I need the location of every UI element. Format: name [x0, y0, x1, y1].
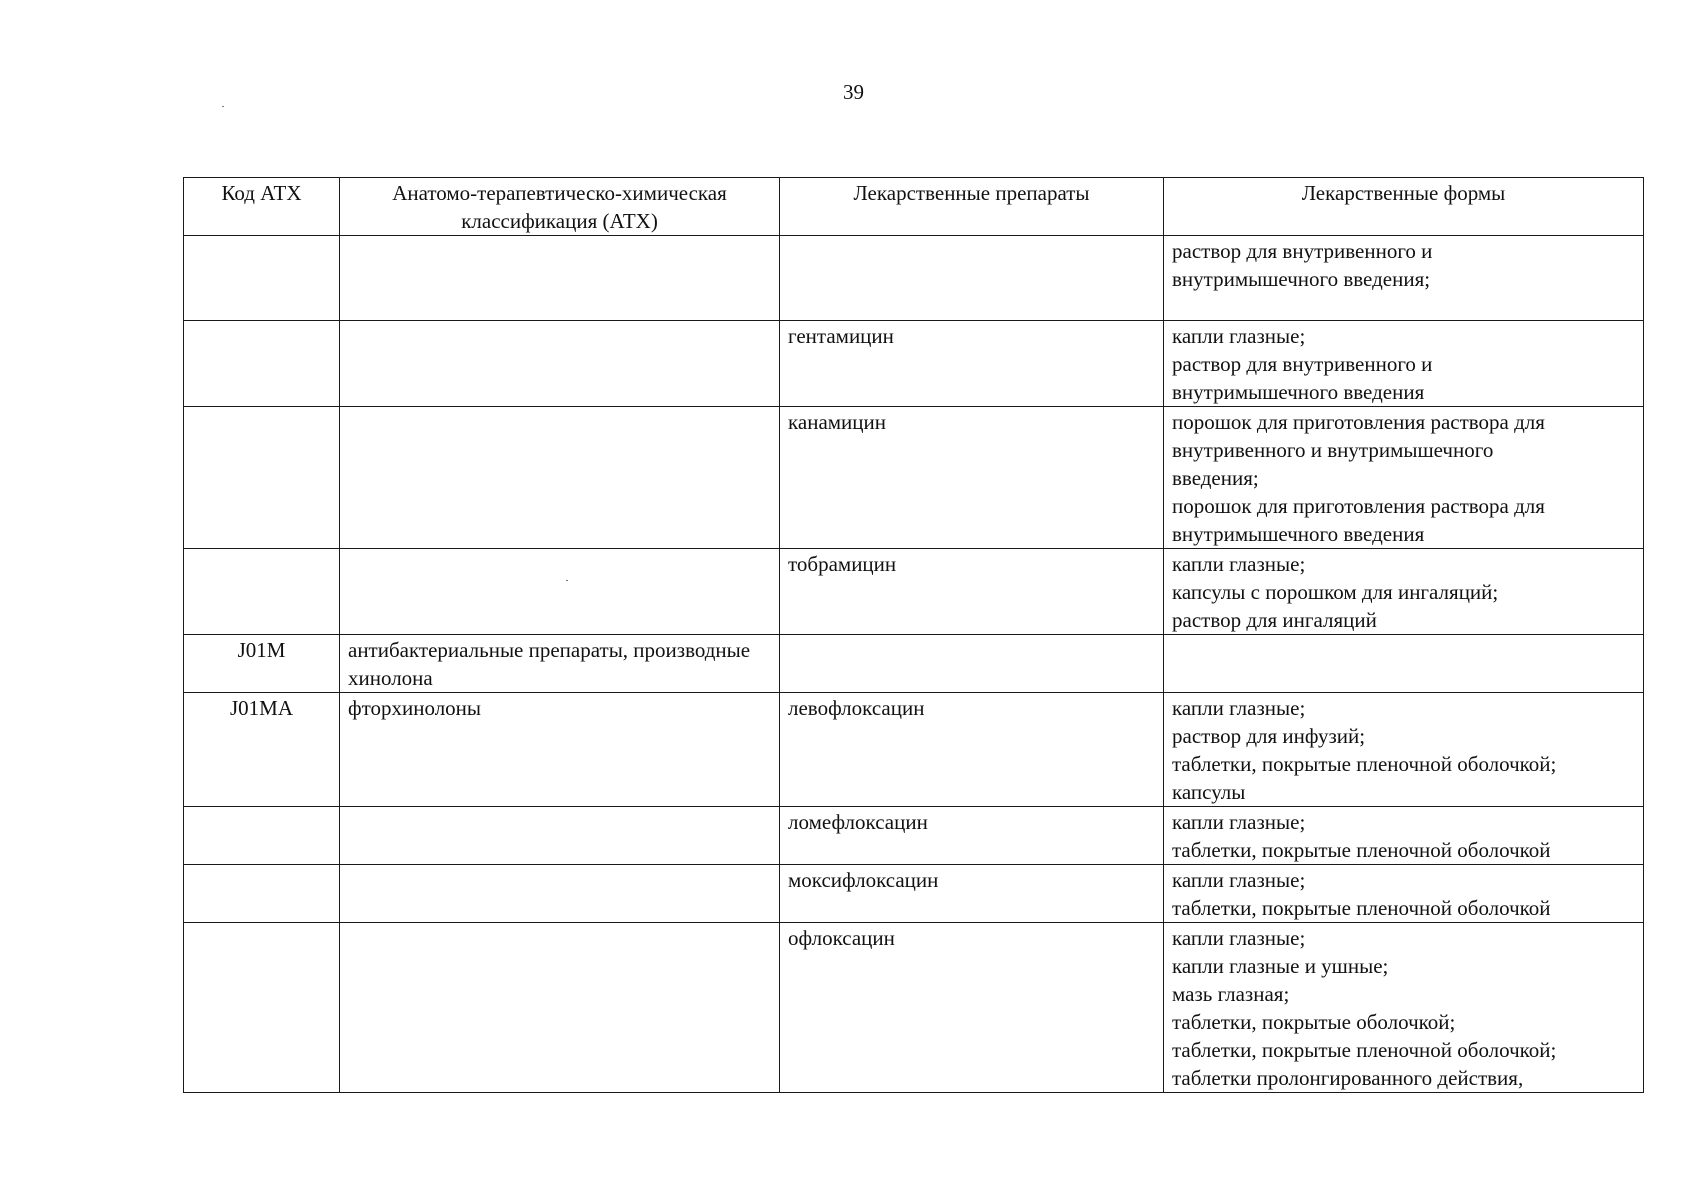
cell-forms — [1164, 693, 1644, 807]
cell-code — [184, 321, 340, 407]
form-line: капли глазные; — [1172, 868, 1306, 892]
form-line: таблетки, покрытые пленочной оболочкой — [1172, 896, 1551, 920]
table-row — [184, 549, 1644, 635]
cell-classification — [340, 865, 780, 923]
cell-drug: левофлоксацин — [780, 693, 1164, 807]
cell-code — [184, 923, 340, 1093]
form-line: внутримышечного введения — [1172, 380, 1425, 404]
form-line: внутримышечного введения; — [1172, 267, 1431, 291]
table-row — [184, 807, 1644, 865]
table-row — [184, 236, 1644, 321]
header-drugs: Лекарственные препараты — [780, 178, 1164, 236]
cell-classification — [340, 407, 780, 549]
cell-code: J01M — [184, 635, 340, 693]
cell-classification — [340, 321, 780, 407]
cell-code — [184, 407, 340, 549]
table-row — [184, 321, 1644, 407]
form-line: внутривенного и внутримышечного — [1172, 438, 1494, 462]
table-row — [184, 865, 1644, 923]
cell-drug: моксифлоксацин — [780, 865, 1164, 923]
table-body — [184, 236, 1644, 1093]
cell-classification — [340, 923, 780, 1093]
table-row — [184, 693, 1644, 807]
form-line: мазь глазная; — [1172, 982, 1290, 1006]
cell-forms — [1164, 549, 1644, 635]
form-line: капсулы — [1172, 780, 1246, 804]
header-code: Код АТХ — [184, 178, 340, 236]
form-line: внутримышечного введения — [1172, 522, 1425, 546]
form-line: капсулы с порошком для ингаляций; — [1172, 580, 1499, 604]
form-line: таблетки пролонгированного действия, — [1172, 1066, 1524, 1090]
cell-forms — [1164, 236, 1644, 321]
cell-classification: фторхинолоны — [340, 693, 780, 807]
form-line: порошок для приготовления раствора для — [1172, 410, 1545, 434]
cell-forms — [1164, 635, 1644, 693]
cell-forms — [1164, 865, 1644, 923]
form-line: капли глазные; — [1172, 810, 1306, 834]
cell-forms — [1164, 321, 1644, 407]
cell-code — [184, 236, 340, 321]
form-line: раствор для внутривенного и — [1172, 352, 1433, 376]
cell-drug: тобрамицин — [780, 549, 1164, 635]
cell-classification — [340, 549, 780, 635]
form-line: капли глазные; — [1172, 552, 1306, 576]
cell-classification: антибактериальные препараты, производные хинолона — [340, 635, 780, 693]
table-header — [184, 178, 1644, 236]
cell-drug — [780, 635, 1164, 693]
scan-speck — [222, 106, 224, 107]
form-line: капли глазные; — [1172, 926, 1306, 950]
cell-classification — [340, 807, 780, 865]
header-classification: Анатомо-терапевтическо-химическая классификация (АТХ) — [340, 178, 780, 236]
cell-classification — [340, 236, 780, 321]
form-line: капли глазные; — [1172, 324, 1306, 348]
cell-forms — [1164, 923, 1644, 1093]
form-line: раствор для ингаляций — [1172, 608, 1377, 632]
cell-code — [184, 549, 340, 635]
cell-code — [184, 865, 340, 923]
form-line: раствор для инфузий; — [1172, 724, 1366, 748]
atx-table — [183, 177, 1644, 1093]
cell-drug: ломефлоксацин — [780, 807, 1164, 865]
cell-drug: гентамицин — [780, 321, 1164, 407]
cell-forms — [1164, 407, 1644, 549]
cell-code: J01MA — [184, 693, 340, 807]
cell-drug — [780, 236, 1164, 321]
header-row — [184, 178, 1644, 236]
form-line: таблетки, покрытые пленочной оболочкой; — [1172, 1038, 1557, 1062]
form-line: таблетки, покрытые пленочной оболочкой — [1172, 838, 1551, 862]
page-number: 39 — [843, 80, 864, 104]
cell-forms — [1164, 807, 1644, 865]
table-row — [184, 635, 1644, 693]
form-line: введения; — [1172, 466, 1259, 490]
table-row — [184, 407, 1644, 549]
form-line: раствор для внутривенного и — [1172, 239, 1433, 263]
cell-drug: офлоксацин — [780, 923, 1164, 1093]
table-row — [184, 923, 1644, 1093]
header-forms: Лекарственные формы — [1164, 178, 1644, 236]
form-line: таблетки, покрытые пленочной оболочкой; — [1172, 752, 1557, 776]
form-line: капли глазные; — [1172, 696, 1306, 720]
form-line: таблетки, покрытые оболочкой; — [1172, 1010, 1456, 1034]
form-line: порошок для приготовления раствора для — [1172, 494, 1545, 518]
cell-drug: канамицин — [780, 407, 1164, 549]
cell-code — [184, 807, 340, 865]
form-line: капли глазные и ушные; — [1172, 954, 1389, 978]
